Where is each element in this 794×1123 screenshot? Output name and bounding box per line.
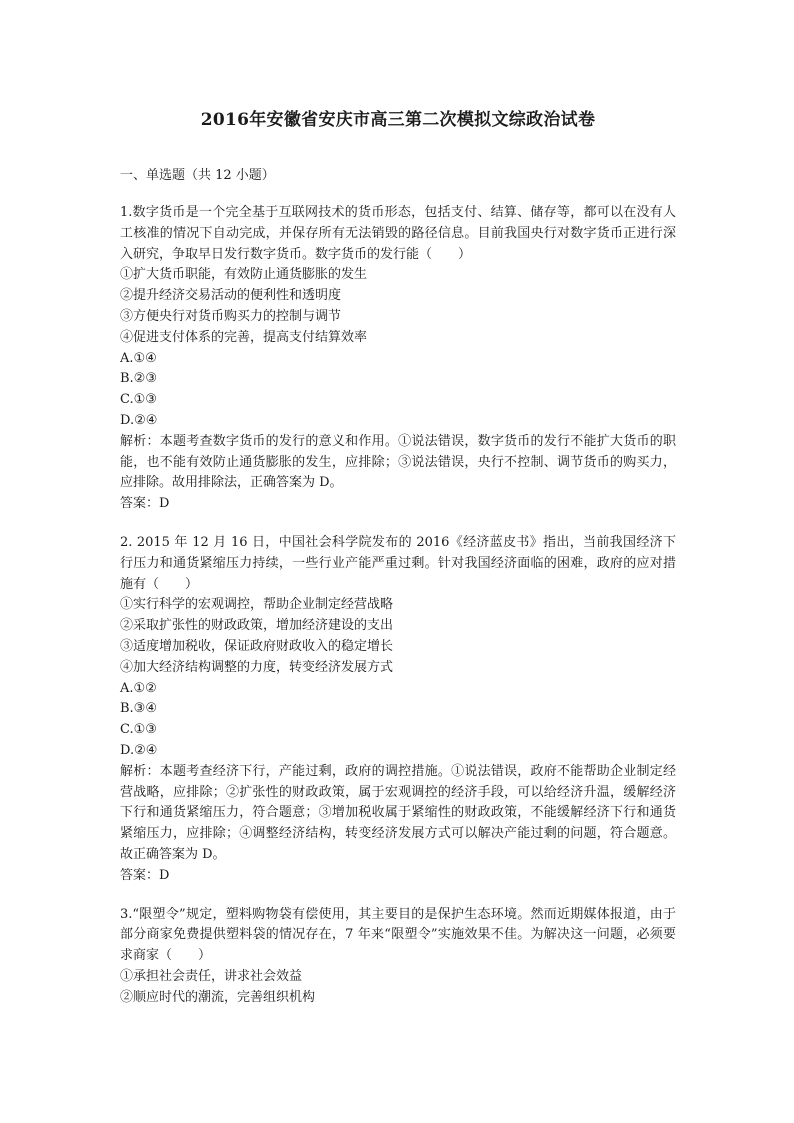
- statement: ②提升经济交易活动的便利性和透明度: [120, 288, 342, 304]
- section-heading: 一、单选题（共 12 小题）: [120, 168, 275, 183]
- statement: ③方便央行对货币购买力的控制与调节: [120, 308, 342, 324]
- option: D.②④: [120, 742, 158, 758]
- question-answer: 答案：D: [120, 496, 170, 512]
- statement: ④促进支付体系的完善，提高支付结算效率: [120, 329, 368, 345]
- option: D.②④: [120, 412, 158, 428]
- question-1: [120, 203, 676, 515]
- question-analysis: 解析：本题考查数字货币的发行的意义和作用。①说法错误，数字货币的发行不能扩大货币的职能，也不能有效防止通货膨胀的发生，应排除；③说法错误，央行不控制、调节货币的购买力，应排除。故用排除法，正确答案为 D。: [120, 433, 676, 491]
- option: B.②③: [120, 371, 157, 387]
- question-stem: 1.数字货币是一个完全基于互联网技术的货币形态，包括支付、结算、储存等，都可以在没有人工核准的情况下自动完成，并保存所有无法销毁的路径信息。目前我国央行对数字货币正进行深入研究，争取早日发行数字货币。数字货币的发行能（ ）: [120, 205, 676, 262]
- statement: ②顺应时代的潮流，完善组织机构: [120, 989, 316, 1005]
- option: B.③④: [120, 701, 157, 717]
- question-analysis: 解析：本题考查经济下行，产能过剩，政府的调控措施。①说法错误，政府不能帮助企业制定经营战略，应排除；②扩张性的财政政策，属于宏观调控的经济手段，可以给经济升温，缓解经济下行和通货紧缩压力，符合题意；③增加税收属于紧缩性的财政政策，不能缓解经济下行和通货紧缩压力，应排除；④调整经济结构，转变经济发展方式可以解决产能过剩的问题，符合题意。故正确答案为 D。: [120, 763, 676, 862]
- question-2: [120, 533, 676, 887]
- option: C.①③: [120, 392, 157, 408]
- question-stem: 2. 2015 年 12 月 16 日，中国社会科学院发布的 2016《经济蓝皮书》指出，当前我国经济下行压力和通货紧缩压力持续，一些行业产能严重过剩。针对我国经济面临的困难，政府的应对措施有（ ）: [120, 534, 676, 592]
- option: C.①③: [120, 722, 157, 738]
- question-stem: 3.“限塑令”规定，塑料购物袋有偿使用，其主要目的是保护生态环境。然而近期媒体报道，由于部分商家免费提供塑料袋的情况存在，7 年来“限塑令”实施效果不佳。为解决这一问题，必须要求商家（ ）: [120, 906, 676, 964]
- statement: ①扩大货币职能，有效防止通货膨胀的发生: [120, 267, 368, 283]
- option: A.①②: [120, 680, 157, 696]
- document-title: 2016年安徽省安庆市高三第二次模拟文综政治试卷: [200, 110, 596, 130]
- statement: ①实行科学的宏观调控，帮助企业制定经营战略: [120, 597, 394, 613]
- statement: ①承担社会责任，讲求社会效益: [120, 968, 303, 984]
- question-answer: 答案：D: [120, 867, 170, 883]
- option: A.①④: [120, 350, 157, 366]
- statement: ②采取扩张性的财政政策，增加经济建设的支出: [120, 618, 394, 634]
- question-3: [120, 905, 676, 1009]
- statement: ③适度增加税收，保证政府财政收入的稳定增长: [120, 638, 394, 654]
- statement: ④加大经济结构调整的力度，转变经济发展方式: [120, 659, 394, 675]
